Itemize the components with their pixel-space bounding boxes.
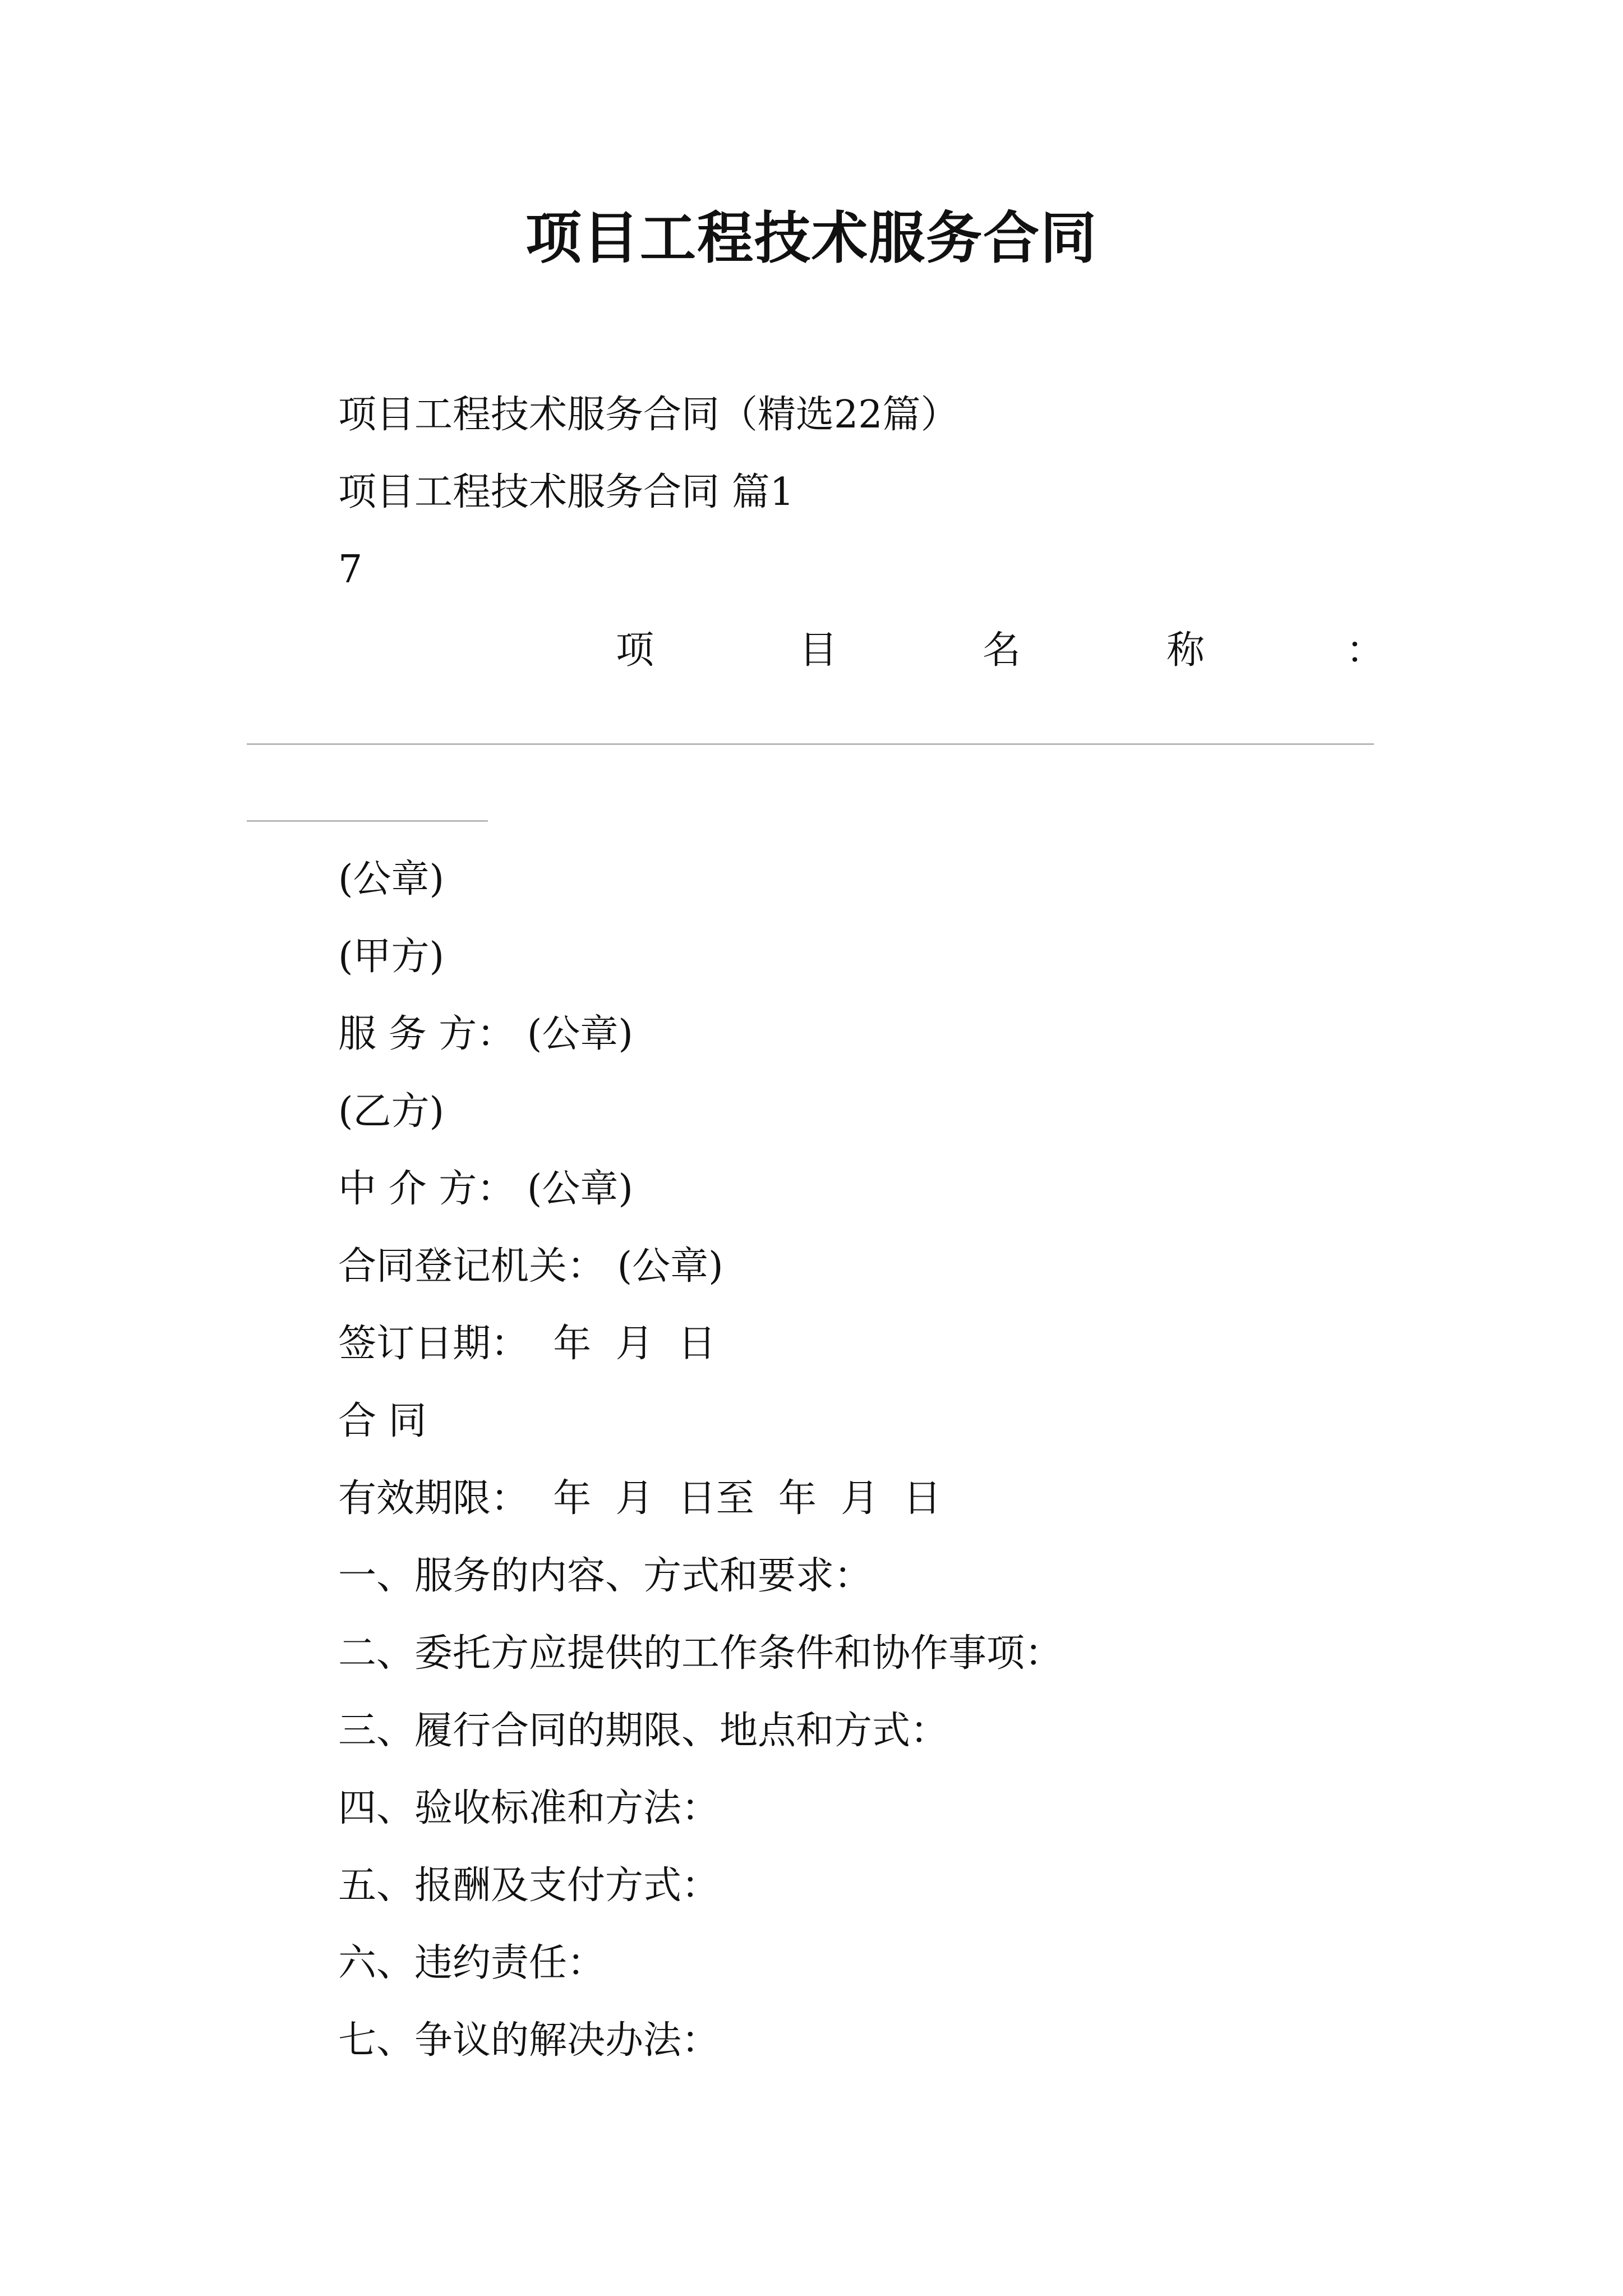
clause-item: 一、服务的内容、方式和要求： bbox=[338, 1554, 873, 1598]
project-name-char: ： bbox=[1346, 628, 1385, 673]
document-title: 项目工程技术服务合同 bbox=[525, 205, 1098, 271]
project-name-char: 项 bbox=[616, 628, 654, 673]
section-heading: 项目工程技术服务合同 篇1 bbox=[338, 470, 794, 514]
project-name-char: 称 bbox=[1166, 628, 1205, 673]
registration-authority-field: 合同登记机关： (公章) bbox=[338, 1244, 723, 1289]
project-name-char: 名 bbox=[983, 628, 1021, 673]
clause-item: 四、验收标准和方法： bbox=[338, 1786, 720, 1830]
number-line: 7 bbox=[338, 547, 363, 592]
document-subtitle: 项目工程技术服务合同（精选22篇） bbox=[338, 393, 959, 437]
clause-item: 六、违约责任： bbox=[338, 1941, 606, 1985]
party-b-field: (乙方) bbox=[338, 1089, 445, 1134]
project-name-label bbox=[0, 623, 1623, 679]
clause-item: 二、委托方应提供的工作条件和协作事项： bbox=[338, 1631, 1063, 1676]
signing-date-field: 签订日期： 年 月 日 bbox=[338, 1322, 716, 1366]
project-name-char: 目 bbox=[799, 628, 838, 673]
valid-period-field: 有效期限： 年 月 日至 年 月 日 bbox=[338, 1476, 942, 1521]
seal-field: (公章) bbox=[338, 857, 445, 901]
project-name-blank-line-continuation bbox=[247, 820, 488, 822]
clause-item: 七、争议的解决办法： bbox=[338, 2018, 720, 2063]
project-name-blank-line bbox=[247, 743, 1374, 745]
contract-label: 合 同 bbox=[338, 1399, 427, 1443]
clause-item: 三、履行合同的期限、地点和方式： bbox=[338, 1709, 949, 1753]
intermediary-field: 中 介 方： (公章) bbox=[338, 1167, 633, 1211]
party-a-field: (甲方) bbox=[338, 935, 445, 979]
clause-item: 五、报酬及支付方式： bbox=[338, 1864, 720, 1908]
service-party-field: 服 务 方： (公章) bbox=[338, 1012, 633, 1056]
